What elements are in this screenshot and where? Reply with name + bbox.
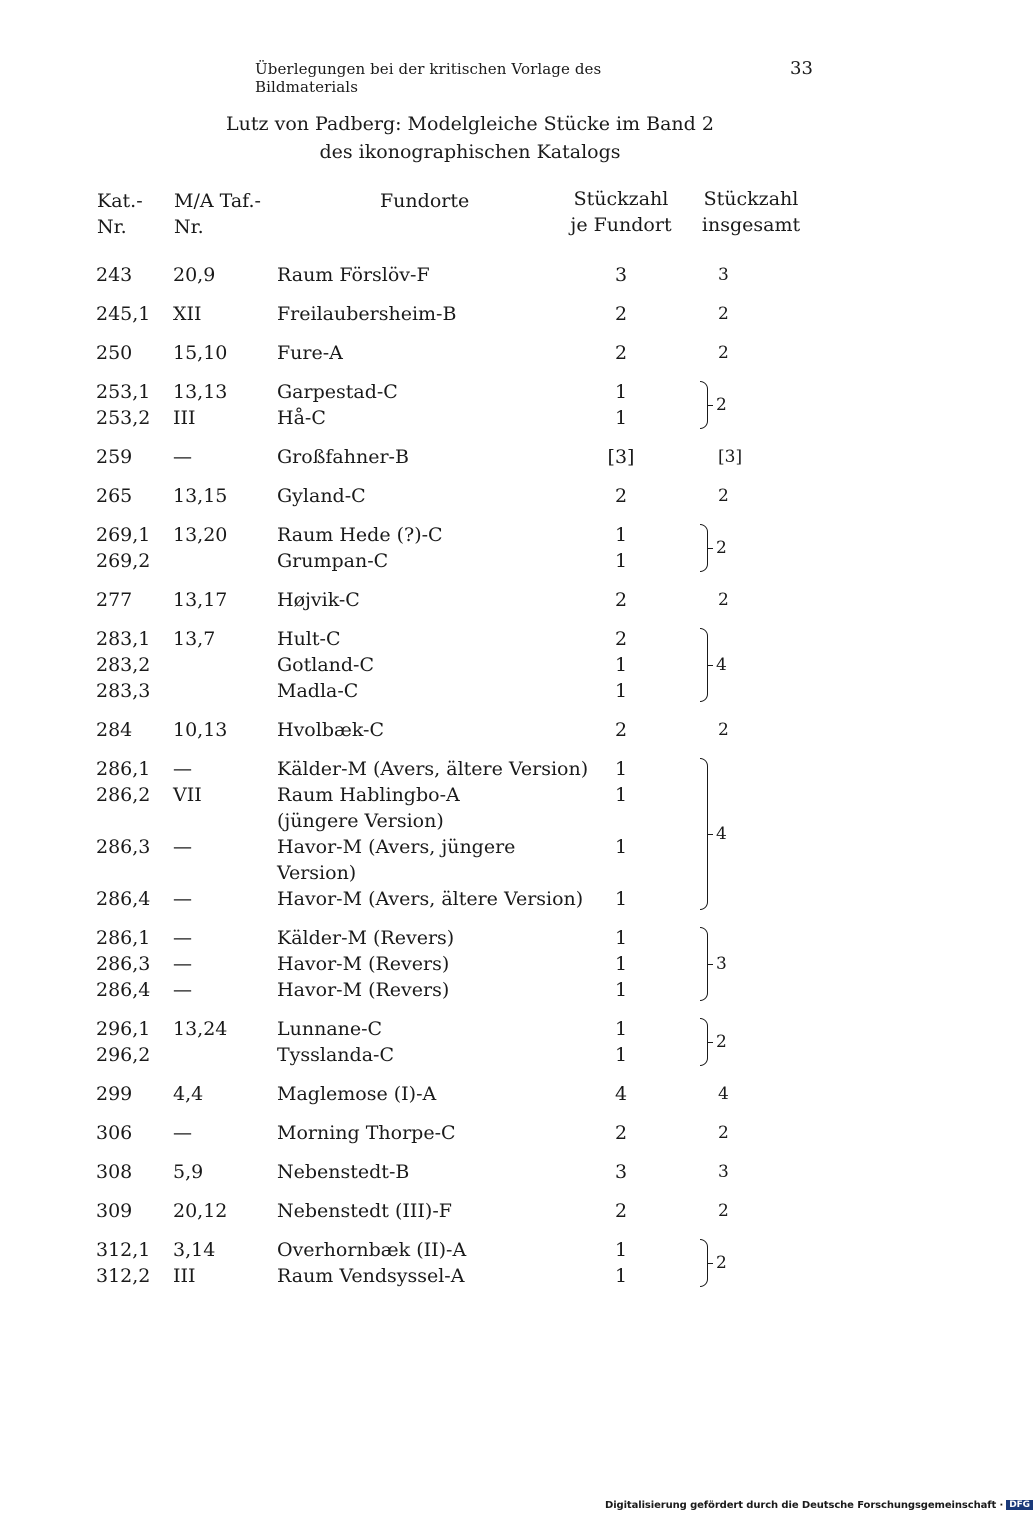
footer-text: Digitalisierung gefördert durch die Deutsche Forschungsgemeinschaft · bbox=[605, 1500, 1004, 1511]
cell-stueckzahl-je-fundort: 1 bbox=[614, 1239, 628, 1261]
cell-kat-nr: 296,1 bbox=[96, 1018, 151, 1040]
cell-fundort: Großfahner-B bbox=[277, 446, 409, 468]
cell-stueckzahl-je-fundort: 1 bbox=[614, 927, 628, 949]
cell-fundort: Nebenstedt-B bbox=[277, 1161, 410, 1183]
cell-fundort: Overhornbæk (II)-A bbox=[277, 1239, 467, 1261]
cell-fundort: Fure-A bbox=[277, 342, 343, 364]
cell-kat-nr: 253,2 bbox=[96, 407, 151, 429]
cell-stueckzahl-je-fundort: 2 bbox=[614, 628, 628, 650]
cell-kat-nr: 283,3 bbox=[96, 680, 151, 702]
cell-kat-nr bbox=[0, 808, 173, 834]
cell-fundort: Havor-M (Avers, jüngere bbox=[277, 836, 516, 858]
table-group bbox=[0, 444, 1000, 470]
cell-stueckzahl-je-fundort: 1 bbox=[614, 1265, 628, 1287]
brace-mark bbox=[700, 1018, 708, 1066]
table-row bbox=[0, 626, 1000, 652]
cell-stueckzahl-insgesamt bbox=[700, 522, 750, 574]
table-row bbox=[0, 977, 1000, 1003]
cell-fundort: Madla-C bbox=[277, 680, 359, 702]
table-row bbox=[0, 379, 1000, 405]
cell-stueckzahl-je-fundort: 4 bbox=[614, 1083, 628, 1105]
cell-ma-taf-nr: XII bbox=[173, 303, 202, 325]
cell-stueckzahl-insgesamt bbox=[700, 483, 750, 509]
cell-stueckzahl-je-fundort: 2 bbox=[614, 303, 628, 325]
table-group bbox=[0, 483, 1000, 509]
table-row bbox=[0, 262, 1000, 288]
cell-stueckzahl-je-fundort: 1 bbox=[614, 784, 628, 806]
cell-stueckzahl-insgesamt bbox=[700, 925, 750, 1003]
cell-kat-nr: 253,1 bbox=[96, 381, 151, 403]
cell-stueckzahl-je-fundort: [3] bbox=[607, 446, 635, 468]
cell-stueckzahl-insgesamt bbox=[700, 626, 750, 704]
cell-ma-taf-nr: — bbox=[173, 836, 192, 858]
header-stueckzahl-je-fundort bbox=[560, 186, 682, 238]
cell-fundort: Raum Vendsyssel-A bbox=[277, 1265, 465, 1287]
header-ins-line2: insgesamt bbox=[701, 214, 801, 236]
brace-mark bbox=[700, 381, 708, 429]
header-kat-nr bbox=[97, 188, 143, 240]
table-row bbox=[0, 340, 1000, 366]
cell-fundort: Nebenstedt (III)-F bbox=[277, 1200, 452, 1222]
cell-ma-taf-nr: 15,10 bbox=[173, 342, 228, 364]
cell-ma-taf-nr: — bbox=[173, 888, 192, 910]
cell-stueckzahl-je-fundort: 1 bbox=[614, 836, 628, 858]
table-group bbox=[0, 262, 1000, 288]
running-head: Überlegungen bei der kritischen Vorlage des Bildmaterials bbox=[255, 60, 602, 96]
header-fundorte: Fundorte bbox=[380, 190, 470, 212]
cell-kat-nr: 312,2 bbox=[96, 1265, 151, 1287]
table-row bbox=[0, 548, 1000, 574]
total-value: 2 bbox=[716, 395, 727, 415]
brace-mark bbox=[700, 758, 708, 910]
page-number: 33 bbox=[790, 58, 813, 79]
cell-ma-taf-nr: 13,17 bbox=[173, 589, 228, 611]
header-ma-taf-nr bbox=[174, 188, 261, 240]
table-group bbox=[0, 756, 1000, 912]
cell-ma-taf-nr: — bbox=[173, 979, 192, 1001]
table-row bbox=[0, 1120, 1000, 1146]
total-value: 2 bbox=[718, 486, 729, 506]
cell-ma-taf-nr: 13,20 bbox=[173, 524, 228, 546]
cell-stueckzahl-insgesamt bbox=[700, 379, 750, 431]
cell-fundort: Gotland-C bbox=[277, 654, 375, 676]
cell-ma-taf-nr: 13,13 bbox=[173, 381, 228, 403]
cell-kat-nr: 245,1 bbox=[96, 303, 151, 325]
cell-stueckzahl-insgesamt bbox=[700, 1237, 750, 1289]
cell-kat-nr: 243 bbox=[96, 264, 133, 286]
table-row bbox=[0, 483, 1000, 509]
cell-kat-nr: 309 bbox=[96, 1200, 133, 1222]
cell-kat-nr: 308 bbox=[96, 1161, 133, 1183]
table-row bbox=[0, 1081, 1000, 1107]
cell-ma-taf-nr: 4,4 bbox=[173, 1083, 204, 1105]
cell-stueckzahl-insgesamt bbox=[700, 301, 750, 327]
total-value: 3 bbox=[718, 1162, 729, 1182]
header-kat-line2: Nr. bbox=[97, 216, 127, 238]
cell-stueckzahl-je-fundort: 2 bbox=[614, 719, 628, 741]
table-group bbox=[0, 626, 1000, 704]
cell-stueckzahl-je-fundort: 1 bbox=[614, 680, 628, 702]
table-group bbox=[0, 1198, 1000, 1224]
cell-kat-nr: 286,1 bbox=[96, 758, 151, 780]
cell-fundort: Gyland-C bbox=[277, 485, 366, 507]
cell-kat-nr: 277 bbox=[96, 589, 133, 611]
brace-mark bbox=[700, 1239, 708, 1287]
cell-kat-nr: 284 bbox=[96, 719, 133, 741]
cell-stueckzahl-je-fundort bbox=[601, 860, 641, 886]
cell-fundort: Freilaubersheim-B bbox=[277, 303, 457, 325]
cell-fundort: Raum Förslöv-F bbox=[277, 264, 430, 286]
table-row bbox=[0, 522, 1000, 548]
total-value: 2 bbox=[718, 720, 729, 740]
brace-mark bbox=[700, 524, 708, 572]
brace-mark bbox=[700, 927, 708, 1001]
cell-stueckzahl-insgesamt bbox=[700, 262, 750, 288]
cell-ma-taf-nr bbox=[173, 1042, 277, 1068]
total-value: 2 bbox=[716, 538, 727, 558]
cell-fundort: Hvolbæk-C bbox=[277, 719, 384, 741]
cell-stueckzahl-je-fundort: 1 bbox=[614, 1018, 628, 1040]
cell-stueckzahl-je-fundort: 1 bbox=[614, 654, 628, 676]
table-body bbox=[0, 262, 1000, 1289]
cell-fundort: Hå-C bbox=[277, 407, 326, 429]
cell-ma-taf-nr: — bbox=[173, 1122, 192, 1144]
cell-fundort: (jüngere Version) bbox=[277, 810, 444, 832]
cell-fundort: Garpestad-C bbox=[277, 381, 398, 403]
header-je-line2: je Fundort bbox=[570, 214, 672, 236]
cell-stueckzahl-je-fundort: 1 bbox=[614, 979, 628, 1001]
table-group bbox=[0, 1081, 1000, 1107]
cell-fundort: Version) bbox=[277, 862, 357, 884]
cell-kat-nr: 286,4 bbox=[96, 979, 151, 1001]
title-line-1: Lutz von Padberg: Modelgleiche Stücke im Band 2 bbox=[226, 113, 714, 135]
cell-ma-taf-nr: 13,7 bbox=[173, 628, 216, 650]
cell-fundort: Havor-M (Revers) bbox=[277, 953, 450, 975]
table-row bbox=[0, 1198, 1000, 1224]
table-row bbox=[0, 886, 1000, 912]
header-ma-line1: M/A Taf.- bbox=[174, 190, 261, 212]
dfg-logo: DFG bbox=[1006, 1500, 1033, 1510]
cell-ma-taf-nr bbox=[173, 860, 277, 886]
cell-kat-nr: 283,1 bbox=[96, 628, 151, 650]
total-value: 3 bbox=[718, 265, 729, 285]
cell-stueckzahl-insgesamt bbox=[700, 756, 750, 912]
table-row bbox=[0, 678, 1000, 704]
cell-stueckzahl-je-fundort: 1 bbox=[614, 888, 628, 910]
cell-stueckzahl-insgesamt bbox=[700, 587, 750, 613]
cell-stueckzahl-je-fundort bbox=[601, 808, 641, 834]
title-line-2: des ikonographischen Katalogs bbox=[319, 141, 621, 163]
table-group bbox=[0, 340, 1000, 366]
cell-kat-nr: 265 bbox=[96, 485, 133, 507]
table-group bbox=[0, 1159, 1000, 1185]
cell-stueckzahl-je-fundort: 1 bbox=[614, 953, 628, 975]
total-value: 4 bbox=[716, 655, 727, 675]
cell-stueckzahl-je-fundort: 1 bbox=[614, 524, 628, 546]
table-row bbox=[0, 1016, 1000, 1042]
cell-fundort: Kälder-M (Revers) bbox=[277, 927, 455, 949]
cell-ma-taf-nr: 3,14 bbox=[173, 1239, 216, 1261]
footer-credit bbox=[605, 1500, 1033, 1511]
table-row bbox=[0, 301, 1000, 327]
cell-fundort: Højvik-C bbox=[277, 589, 360, 611]
total-value: [3] bbox=[718, 447, 743, 467]
table-row bbox=[0, 951, 1000, 977]
table-group bbox=[0, 301, 1000, 327]
cell-ma-taf-nr: VII bbox=[173, 784, 202, 806]
cell-fundort: Raum Hede (?)-C bbox=[277, 524, 443, 546]
cell-fundort: Hult-C bbox=[277, 628, 341, 650]
total-value: 4 bbox=[718, 1084, 729, 1104]
cell-ma-taf-nr bbox=[173, 548, 277, 574]
cell-stueckzahl-je-fundort: 2 bbox=[614, 1200, 628, 1222]
cell-stueckzahl-insgesamt bbox=[700, 444, 750, 470]
table-group bbox=[0, 522, 1000, 574]
cell-stueckzahl-insgesamt bbox=[700, 717, 750, 743]
brace-mark bbox=[700, 628, 708, 702]
cell-fundort: Lunnane-C bbox=[277, 1018, 383, 1040]
cell-ma-taf-nr: 10,13 bbox=[173, 719, 228, 741]
table-row bbox=[0, 652, 1000, 678]
cell-fundort: Kälder-M (Avers, ältere Version) bbox=[277, 758, 589, 780]
cell-ma-taf-nr: — bbox=[173, 758, 192, 780]
table-row bbox=[0, 834, 1000, 860]
cell-stueckzahl-insgesamt bbox=[700, 1198, 750, 1224]
cell-stueckzahl-je-fundort: 1 bbox=[614, 758, 628, 780]
total-value: 2 bbox=[718, 343, 729, 363]
table-group bbox=[0, 587, 1000, 613]
cell-fundort: Tysslanda-C bbox=[277, 1044, 394, 1066]
cell-ma-taf-nr bbox=[173, 808, 277, 834]
cell-ma-taf-nr: — bbox=[173, 927, 192, 949]
cell-ma-taf-nr: — bbox=[173, 446, 192, 468]
total-value: 2 bbox=[718, 304, 729, 324]
total-value: 2 bbox=[716, 1032, 727, 1052]
cell-kat-nr: 250 bbox=[96, 342, 133, 364]
cell-stueckzahl-insgesamt bbox=[700, 340, 750, 366]
table-row bbox=[0, 1263, 1000, 1289]
cell-stueckzahl-je-fundort: 3 bbox=[614, 1161, 628, 1183]
header-ma-line2: Nr. bbox=[174, 216, 204, 238]
table-group bbox=[0, 1016, 1000, 1068]
cell-kat-nr: 269,2 bbox=[96, 550, 151, 572]
header-stueckzahl-insgesamt bbox=[700, 186, 802, 238]
total-value: 2 bbox=[718, 1123, 729, 1143]
table-row bbox=[0, 808, 1000, 834]
table-group bbox=[0, 925, 1000, 1003]
cell-stueckzahl-je-fundort: 3 bbox=[614, 264, 628, 286]
cell-stueckzahl-insgesamt bbox=[700, 1120, 750, 1146]
cell-kat-nr: 296,2 bbox=[96, 1044, 151, 1066]
table-row bbox=[0, 925, 1000, 951]
cell-stueckzahl-je-fundort: 2 bbox=[614, 589, 628, 611]
cell-ma-taf-nr: — bbox=[173, 953, 192, 975]
cell-ma-taf-nr bbox=[173, 652, 277, 678]
cell-kat-nr: 286,1 bbox=[96, 927, 151, 949]
total-value: 2 bbox=[716, 1253, 727, 1273]
cell-kat-nr: 286,3 bbox=[96, 953, 151, 975]
cell-ma-taf-nr: 20,9 bbox=[173, 264, 216, 286]
header-kat-line1: Kat.- bbox=[97, 190, 143, 212]
cell-fundort: Raum Hablingbo-A bbox=[277, 784, 460, 806]
cell-stueckzahl-insgesamt bbox=[700, 1016, 750, 1068]
total-value: 2 bbox=[718, 1201, 729, 1221]
total-value: 3 bbox=[716, 954, 727, 974]
cell-stueckzahl-je-fundort: 2 bbox=[614, 485, 628, 507]
cell-stueckzahl-insgesamt bbox=[700, 1081, 750, 1107]
cell-stueckzahl-je-fundort: 2 bbox=[614, 1122, 628, 1144]
table-group bbox=[0, 379, 1000, 431]
cell-stueckzahl-je-fundort: 2 bbox=[614, 342, 628, 364]
table-row bbox=[0, 405, 1000, 431]
cell-kat-nr: 286,3 bbox=[96, 836, 151, 858]
table-row bbox=[0, 717, 1000, 743]
cell-kat-nr: 286,4 bbox=[96, 888, 151, 910]
cell-kat-nr: 306 bbox=[96, 1122, 133, 1144]
cell-fundort: Grumpan-C bbox=[277, 550, 389, 572]
cell-ma-taf-nr: III bbox=[173, 407, 196, 429]
table-title bbox=[150, 110, 790, 166]
header-je-line1: Stückzahl bbox=[573, 188, 669, 210]
cell-ma-taf-nr: 20,12 bbox=[173, 1200, 228, 1222]
cell-stueckzahl-je-fundort: 1 bbox=[614, 1044, 628, 1066]
table-row bbox=[0, 587, 1000, 613]
cell-ma-taf-nr: 5,9 bbox=[173, 1161, 204, 1183]
table-row bbox=[0, 756, 1000, 782]
cell-ma-taf-nr: III bbox=[173, 1265, 196, 1287]
table-row bbox=[0, 444, 1000, 470]
total-value: 2 bbox=[718, 590, 729, 610]
cell-stueckzahl-je-fundort: 1 bbox=[614, 407, 628, 429]
cell-kat-nr: 299 bbox=[96, 1083, 133, 1105]
cell-stueckzahl-je-fundort: 1 bbox=[614, 381, 628, 403]
cell-fundort: Morning Thorpe-C bbox=[277, 1122, 456, 1144]
cell-kat-nr: 269,1 bbox=[96, 524, 151, 546]
cell-stueckzahl-insgesamt bbox=[700, 1159, 750, 1185]
table-group bbox=[0, 1237, 1000, 1289]
table-row bbox=[0, 1042, 1000, 1068]
cell-fundort: Maglemose (I)-A bbox=[277, 1083, 437, 1105]
cell-ma-taf-nr: 13,24 bbox=[173, 1018, 228, 1040]
cell-stueckzahl-je-fundort: 1 bbox=[614, 550, 628, 572]
table-group bbox=[0, 717, 1000, 743]
cell-fundort: Havor-M (Revers) bbox=[277, 979, 450, 1001]
cell-kat-nr: 259 bbox=[96, 446, 133, 468]
header-ins-line1: Stückzahl bbox=[703, 188, 799, 210]
cell-kat-nr: 312,1 bbox=[96, 1239, 151, 1261]
cell-kat-nr bbox=[0, 860, 173, 886]
cell-kat-nr: 286,2 bbox=[96, 784, 151, 806]
table-row bbox=[0, 1237, 1000, 1263]
table-row bbox=[0, 1159, 1000, 1185]
cell-ma-taf-nr: 13,15 bbox=[173, 485, 228, 507]
table-row bbox=[0, 860, 1000, 886]
total-value: 4 bbox=[716, 824, 727, 844]
cell-kat-nr: 283,2 bbox=[96, 654, 151, 676]
table-row bbox=[0, 782, 1000, 808]
cell-ma-taf-nr bbox=[173, 678, 277, 704]
cell-fundort: Havor-M (Avers, ältere Version) bbox=[277, 888, 584, 910]
table-group bbox=[0, 1120, 1000, 1146]
